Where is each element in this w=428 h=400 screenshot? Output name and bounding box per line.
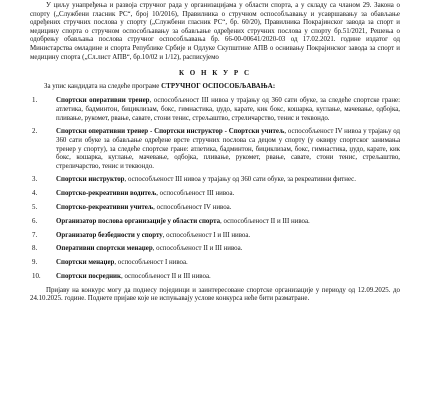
program-item xyxy=(30,97,400,123)
program-title: Спортски инструктор xyxy=(56,176,125,184)
program-title: Организатор безбедности у спорту xyxy=(56,231,163,239)
program-number: 8. xyxy=(32,245,38,253)
program-item xyxy=(30,232,400,241)
program-number: 4. xyxy=(32,190,38,198)
programs-list xyxy=(30,97,400,281)
subtitle-emphasis: СТРУЧНОГ ОСПОСОБЉАВАЊА: xyxy=(161,82,276,90)
program-item xyxy=(30,176,400,185)
program-description: , оспособљеност III нивоа у трајању од 360 сати обуке, за следеће спортске гране: атлетика, бадминтон, бициклизам, бокс, гимнастика, џудо, карате, кик бокс, кошарка, куглање, мачевање, одбојка, пливање, рукомет, рвање, савате, стони тенис, стрељаштво, стреличарство, тенис и теквондо. xyxy=(56,97,400,122)
program-description: , оспособљеност II и III нивоа. xyxy=(121,272,211,280)
program-number: 2. xyxy=(32,128,38,136)
program-description: , оспособљеност I нивоа. xyxy=(114,259,188,267)
program-number: 6. xyxy=(32,217,38,225)
program-title: Спортски посредник xyxy=(56,272,121,280)
program-item xyxy=(30,128,400,171)
program-item xyxy=(30,190,400,199)
program-description: , оспособљеност II и III нивоа. xyxy=(152,245,243,253)
program-number: 7. xyxy=(32,231,38,239)
program-title: Спортско-рекреативни водитељ xyxy=(56,190,157,198)
program-item xyxy=(30,259,400,268)
program-title: Оперативни спортски менаџер xyxy=(56,245,153,253)
program-title: Спортско-рекреативни учитељ xyxy=(56,204,154,212)
program-title: Спортски менаџер xyxy=(56,259,115,267)
subtitle-prefix: За упис кандидата на следеће програме xyxy=(44,82,162,90)
document-title: К О Н К У Р С xyxy=(178,69,251,78)
program-number: 10. xyxy=(32,272,41,280)
program-item xyxy=(30,218,400,227)
program-description: , оспособљеност IV нивоа. xyxy=(153,204,232,212)
program-item xyxy=(30,273,400,282)
program-number: 3. xyxy=(32,176,38,184)
program-title: Спортски оперативни тренер xyxy=(56,97,150,105)
program-description: , оспособљеност IV нивоа у трајању од 360 сати обуке за обављање одређене врсте стручних послова са децом у спорту (у оквиру спортског занимања тренер у спорту), за следеће спортске гране: атлетика, бадминтон, бициклизам, бокс, гимнастика, џудо, карате, кик бокс, кошарка, куглање, мачевање, одбојка, пливање, рукомет, рвање, савате, стони тенис, стрељаштво, стреличарство, тенис и теквондо. xyxy=(56,128,401,170)
program-description: , оспособљеност III нивоа. xyxy=(156,190,235,198)
program-description: , оспособљеност I и III нивоа. xyxy=(162,231,251,239)
program-title: Спортски оперативни тренер - Спортски инструктор - Спортски учитељ xyxy=(56,128,285,136)
program-description: , оспособљеност II и III нивоа. xyxy=(220,217,310,225)
closing-paragraph: Пријаву на конкурс могу да поднесу појединци и заинтересоване спортске организације у периоду од 12.09.2025. до 24.10.2025. године. Поднете пријаве које не испуњавају услове конкурса неће бити разматране. xyxy=(30,286,400,303)
programs-subtitle xyxy=(30,83,400,92)
program-item xyxy=(30,204,400,213)
program-number: 5. xyxy=(32,204,38,212)
program-number: 9. xyxy=(32,259,38,267)
intro-paragraph: У циљу унапређења и развоја стручног рада у организацијама у области спорта, а у складу са чланом 29. Закона о спорту („Службени гласник РС“, број 10/2016), Правилника о стручном оспособљавању и усавршавању за обављање одређених стручних послова у спорту („Службени гласник РС“, бр. 60/20), Правилника Покрајинског завода за спорт и медицину спорта о стручном оспособљавању за обављање одређених стручних послова у спорту бр.51/2021, Решења о одобрењу обављања послова стручног оспособљавања бр. 66-00-00641/2020-03 од 17.02.2021. године издатог од Министарства омладине и спорта Републике Србије и Одлуке Скупштине АПВ о оснивању Покрајинског завода за спорт и медицину спорта („Сл.лист АПВ“, бр.10/02 и 1/12), расписујемо xyxy=(30,2,400,61)
program-item xyxy=(30,245,400,254)
program-description: , оспособљеност III нивоа у трајању од 360 сати обуке, за рекреативни фитнес. xyxy=(124,176,356,184)
program-title: Организатор послова организације у области спорта xyxy=(56,217,221,225)
program-number: 1. xyxy=(32,97,38,105)
